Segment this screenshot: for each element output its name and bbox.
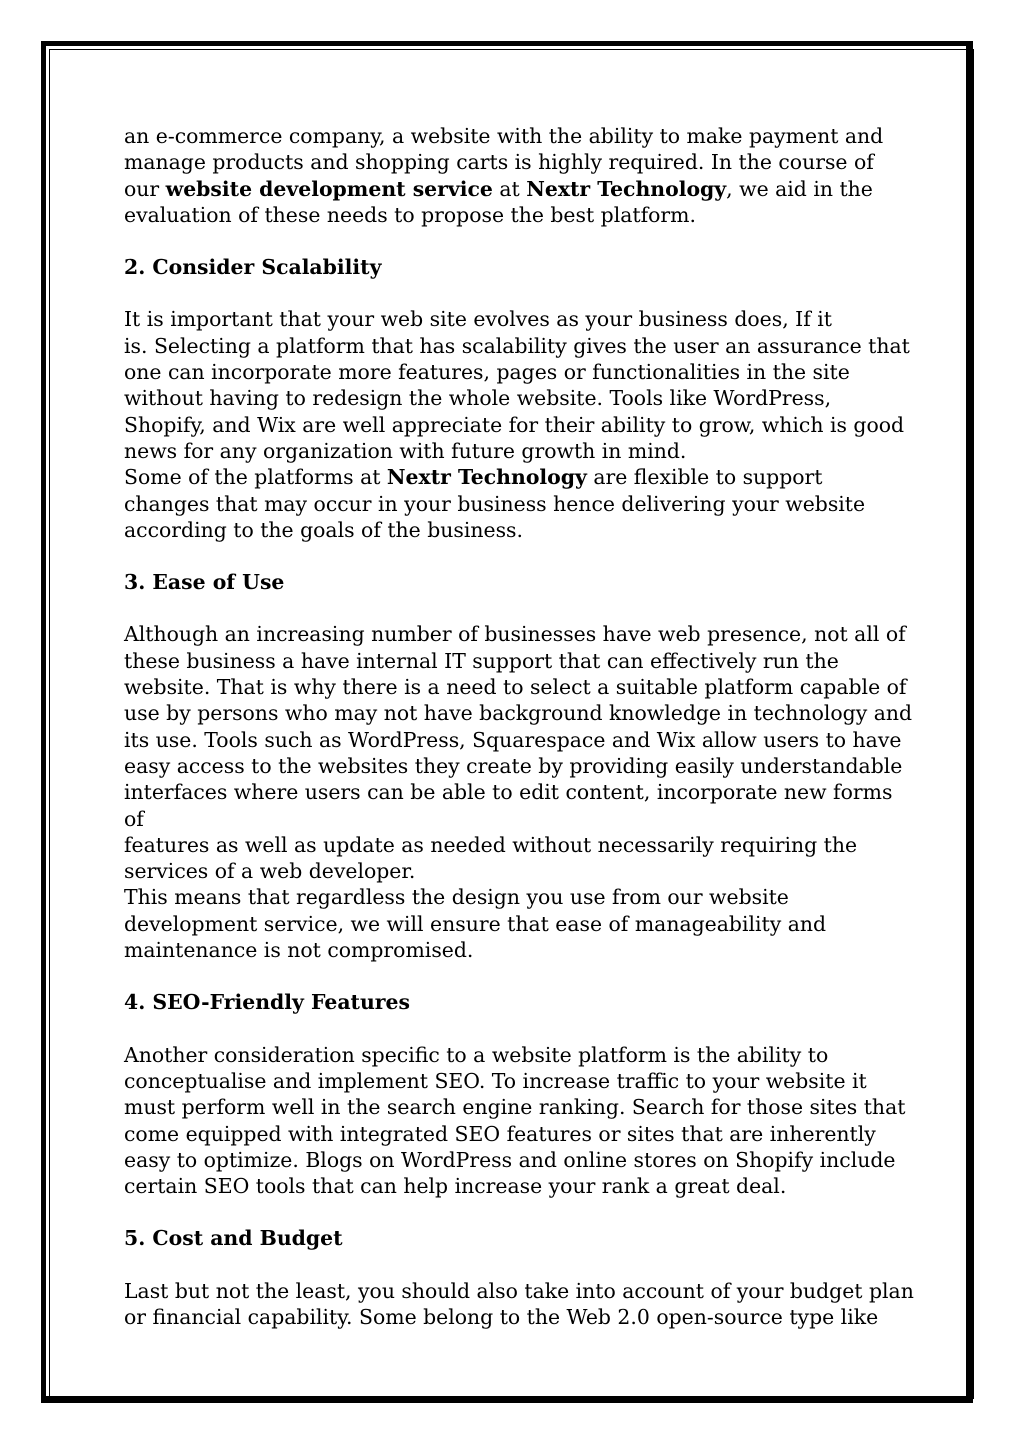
text-line: Although an increasing number of businesses have web presence, not all of [124, 622, 906, 647]
text-line: Last but not the least, you should also take into account of your budget plan [124, 1278, 914, 1303]
text-line: conceptualise and implement SEO. To increase traffic to your website it [124, 1068, 867, 1093]
cost-paragraph [124, 1278, 914, 1331]
text-line: these business a have internal IT support that can effectively run the [124, 648, 839, 673]
text-line: one can incorporate more features, pages or functionalities in the site [124, 360, 850, 385]
text-line: according to the goals of the business. [124, 517, 524, 542]
text-line: easy to optimize. Blogs on WordPress and online stores on Shopify include [124, 1147, 896, 1172]
text-line: Another consideration specific to a website platform is the ability to [124, 1042, 829, 1067]
text-line: or financial capability. Some belong to the Web 2.0 open-source type like [124, 1304, 879, 1329]
text-line: evaluation of these needs to propose the best platform. [124, 202, 696, 227]
text-line: This means that regardless the design you use from our website [124, 885, 789, 910]
text-line: its use. Tools such as WordPress, Squarespace and Wix allow users to have [124, 727, 902, 752]
text-run: Some of the platforms at [124, 465, 387, 490]
seo-paragraph [124, 1042, 914, 1200]
text-line: use by persons who may not have background knowledge in technology and [124, 701, 913, 726]
text-run: are flexible to support [586, 465, 823, 490]
text-line: development service, we will ensure that ease of manageability and [124, 911, 827, 936]
text-line: maintenance is not compromised. [124, 938, 474, 963]
scalability-paragraph [124, 306, 914, 543]
text-line: must perform well in the search engine ranking. Search for those sites that [124, 1095, 906, 1120]
text-line [124, 464, 914, 490]
text-line: news for any organization with future growth in mind. [124, 438, 687, 463]
text-line: certain SEO tools that can help increase your rank a great deal. [124, 1174, 787, 1199]
text-line: features as well as update as needed without necessarily requiring the [124, 832, 858, 857]
bold-text: Nextr Technology [526, 176, 727, 201]
intro-paragraph [124, 123, 914, 228]
bold-text: Nextr Technology [386, 465, 587, 490]
document-body [124, 123, 914, 1330]
section-heading-scalability: 2. Consider Scalability [124, 255, 382, 280]
text-line: come equipped with integrated SEO features or sites that are inherently [124, 1121, 876, 1146]
text-run: our [124, 176, 166, 201]
text-line: an e-commerce company, a website with the ability to make payment and [124, 124, 884, 148]
bold-text: website development service [165, 176, 493, 201]
ease-of-use-paragraph [124, 621, 914, 963]
text-run: at [492, 176, 527, 201]
section-heading-ease-of-use: 3. Ease of Use [124, 570, 285, 595]
section-heading-cost: 5. Cost and Budget [124, 1226, 343, 1251]
text-line: services of a web developer. [124, 859, 416, 884]
text-line: without having to redesign the whole website. Tools like WordPress, [124, 386, 832, 411]
text-line: changes that may occur in your business hence delivering your website [124, 491, 866, 516]
text-run: , we aid in the [726, 176, 873, 201]
section-heading-seo: 4. SEO-Friendly Features [124, 990, 410, 1015]
text-line [124, 176, 914, 202]
text-line: is. Selecting a platform that has scalability gives the user an assurance that [124, 333, 910, 358]
text-line: Shopify, and Wix are well appreciate for their ability to grow, which is good [124, 412, 905, 437]
text-line: website. That is why there is a need to select a suitable platform capable of [124, 675, 907, 700]
text-line: easy access to the websites they create by providing easily understandable [124, 753, 903, 778]
text-line: interfaces where users can be able to edit content, incorporate new forms of [124, 780, 893, 831]
text-line: It is important that your web site evolves as your business does, If it [124, 307, 832, 332]
text-line: manage products and shopping carts is highly required. In the course of [124, 150, 874, 175]
